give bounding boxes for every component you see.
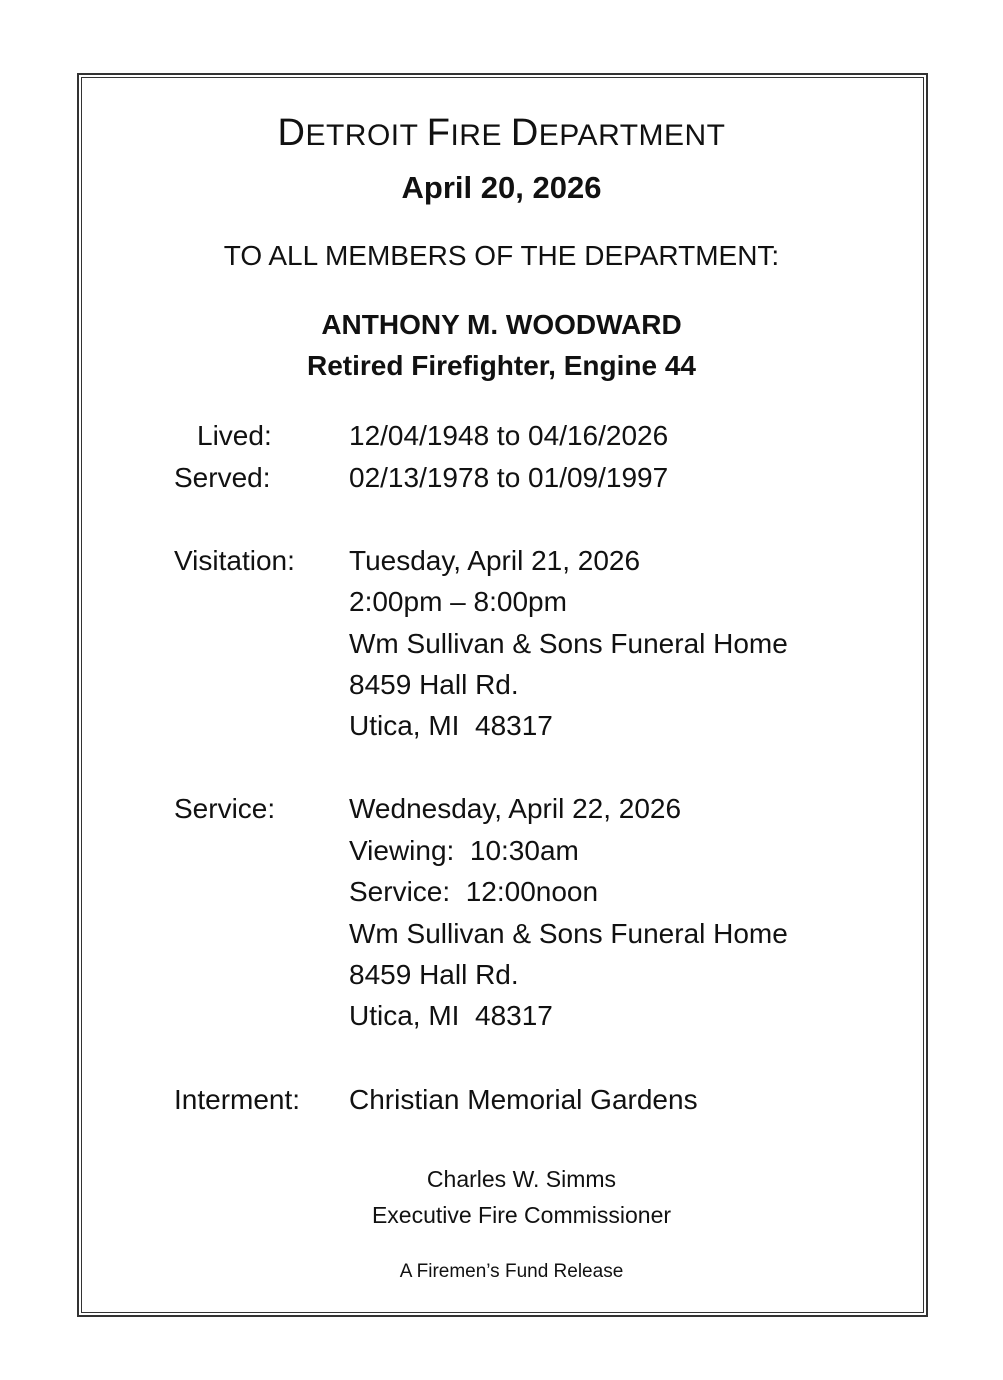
honoree-rank: Retired Firefighter, Engine 44	[307, 350, 696, 381]
release-note: A Firemen’s Fund Release	[399, 1261, 624, 1282]
service-line: 8459 Hall Rd.	[349, 959, 519, 990]
salutation: TO ALL MEMBERS OF THE DEPARTMENT:	[223, 240, 780, 271]
visitation-line: Wm Sullivan & Sons Funeral Home	[349, 628, 788, 659]
visitation-line: 8459 Hall Rd.	[349, 669, 519, 700]
service-label: Service:	[174, 793, 276, 824]
service-line: Wm Sullivan & Sons Funeral Home	[349, 918, 788, 949]
visitation-line: 2:00pm – 8:00pm	[349, 586, 567, 617]
service-line: Wednesday, April 22, 2026	[349, 793, 682, 824]
department-title: DETROIT FIRE DEPARTMENT	[277, 112, 726, 154]
served-value: 02/13/1978 to 01/09/1997	[349, 462, 669, 493]
signer-title: Executive Fire Commissioner	[371, 1202, 672, 1228]
visitation-label: Visitation:	[174, 545, 295, 576]
served-label: Served:	[174, 462, 271, 493]
service-line: Viewing: 10:30am	[349, 835, 579, 866]
interment-value: Christian Memorial Gardens	[349, 1084, 698, 1115]
honoree-name: ANTHONY M. WOODWARD	[321, 309, 682, 340]
lived-label: Lived:	[197, 420, 272, 451]
lived-value: 12/04/1948 to 04/16/2026	[349, 420, 669, 451]
interment-label: Interment:	[174, 1084, 301, 1115]
visitation-line: Tuesday, April 21, 2026	[349, 545, 641, 576]
visitation-line: Utica, MI 48317	[349, 710, 553, 741]
notice-date: April 20, 2026	[401, 170, 602, 205]
service-line: Service: 12:00noon	[349, 876, 599, 907]
signer-name: Charles W. Simms	[426, 1166, 617, 1192]
service-line: Utica, MI 48317	[349, 1000, 553, 1031]
